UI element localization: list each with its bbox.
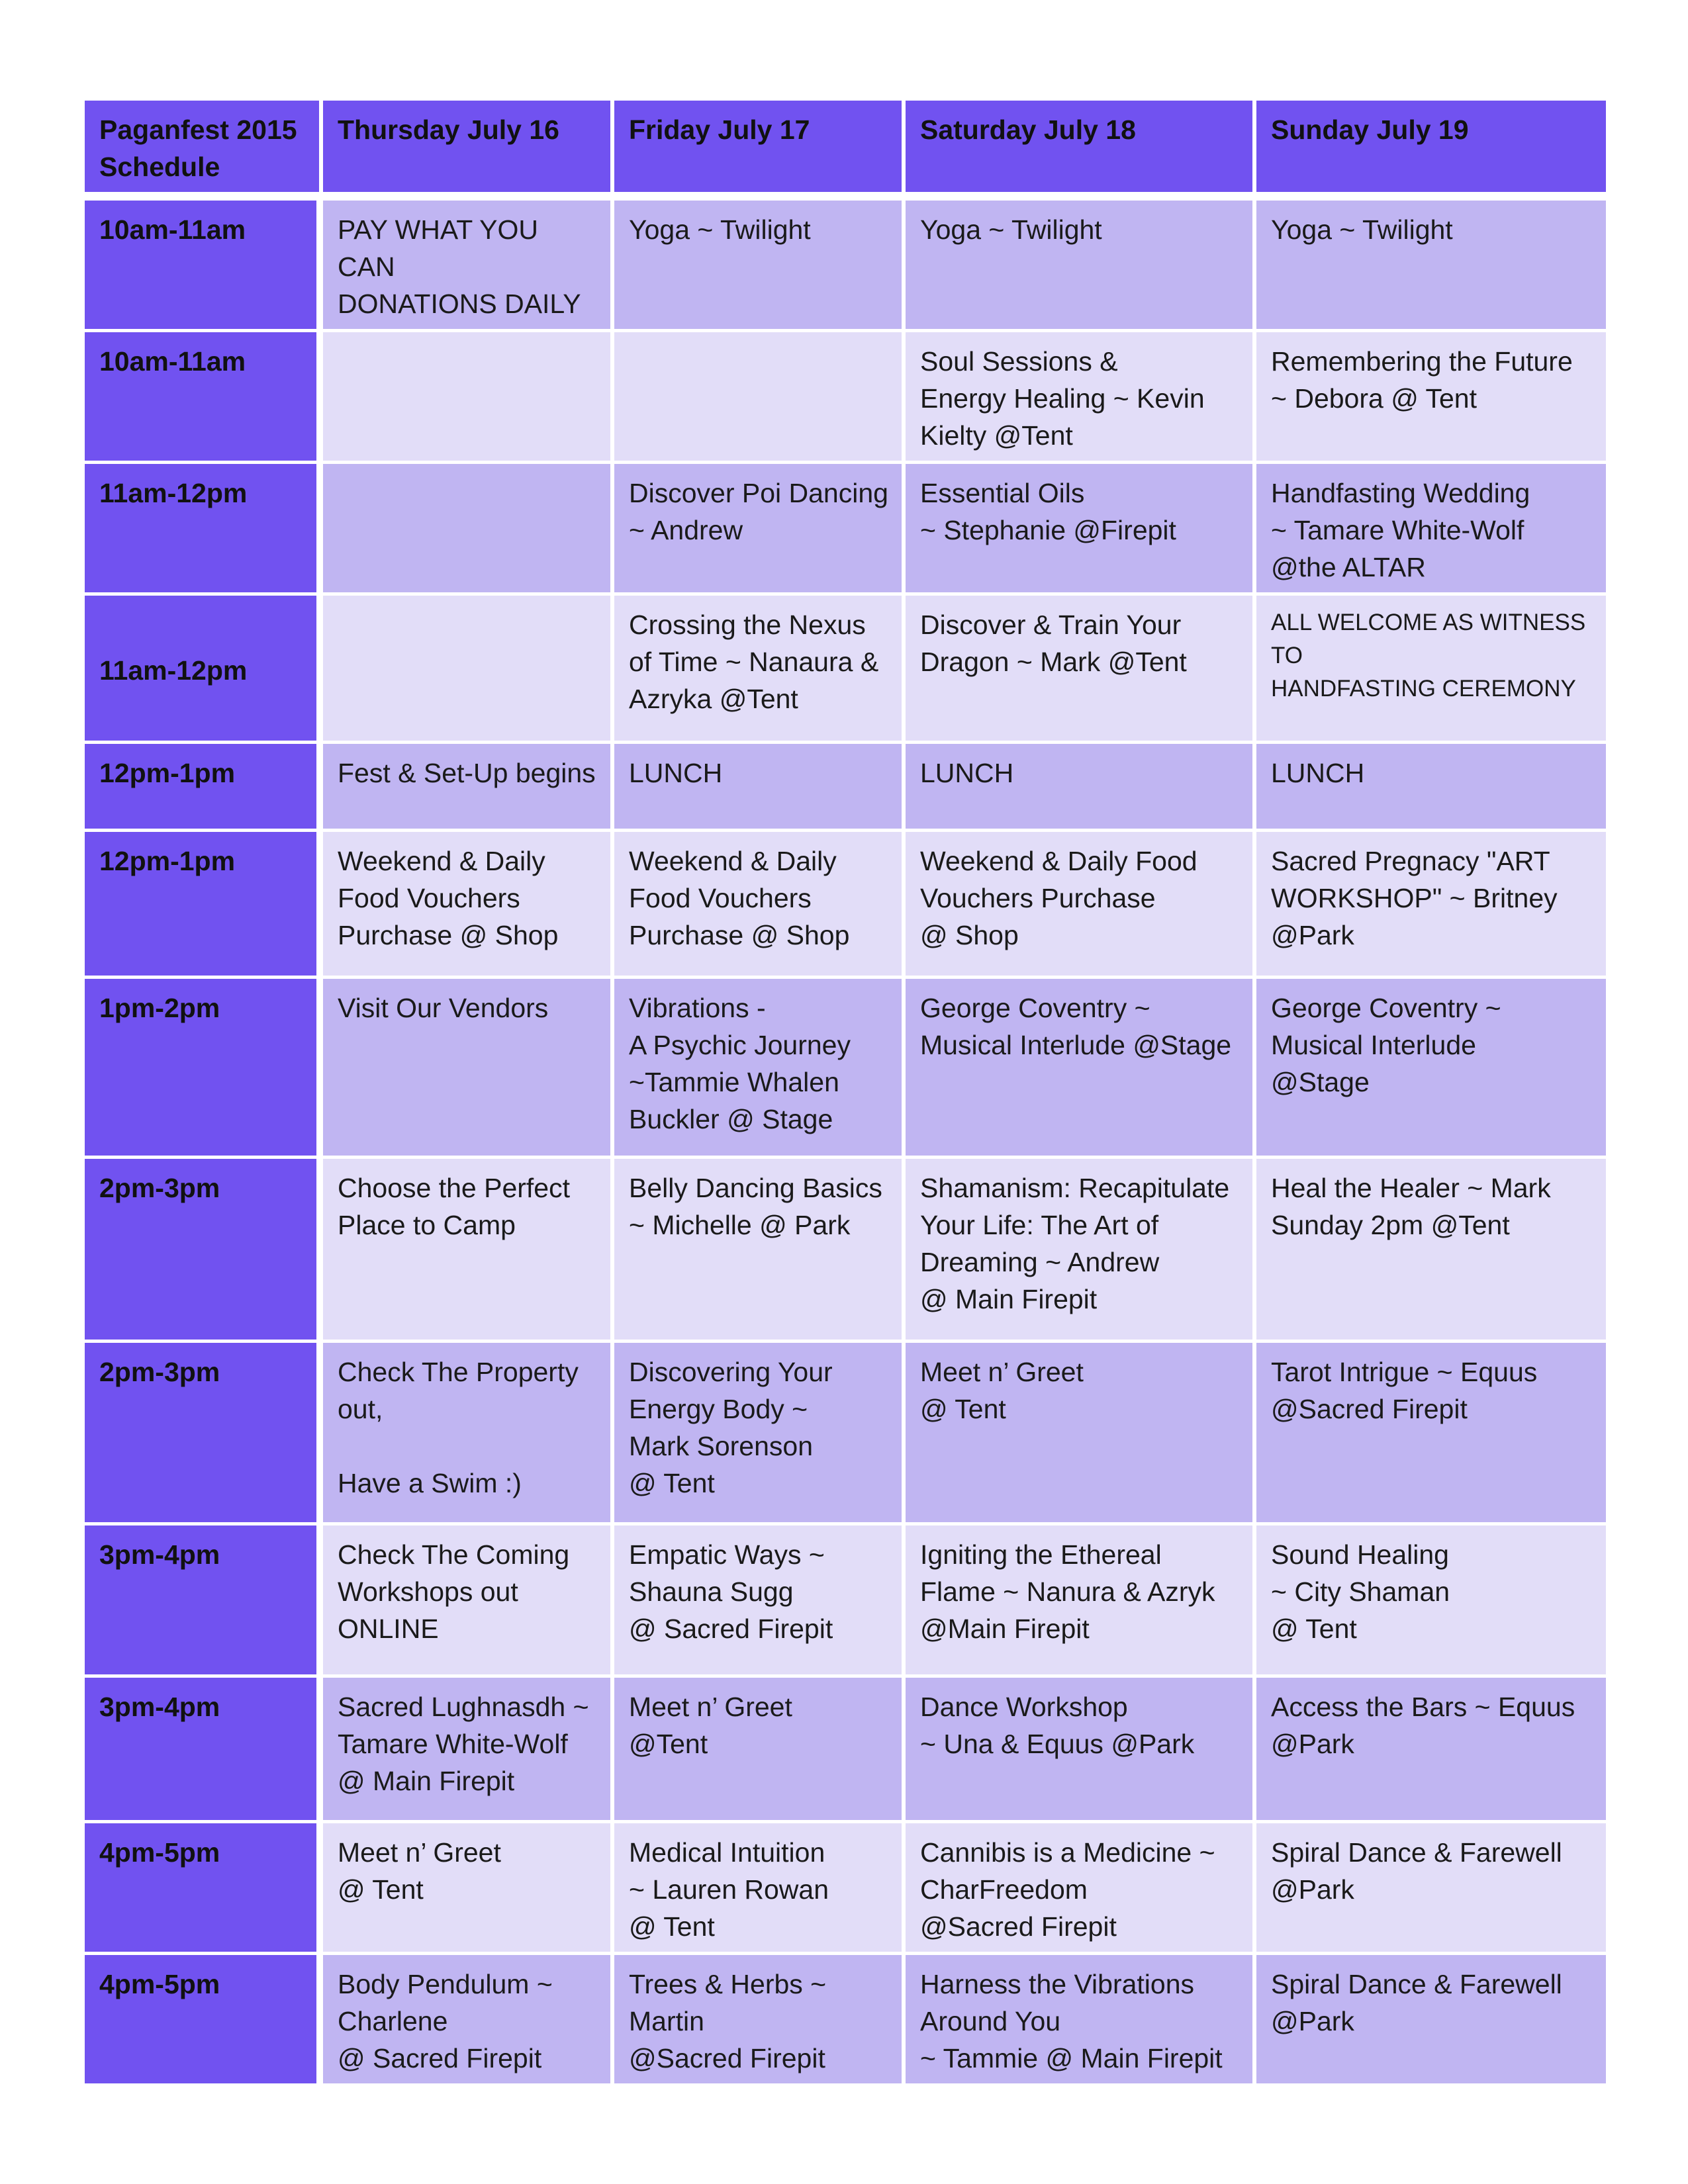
event-cell: LUNCH [614, 744, 906, 832]
event-cell: Weekend & Daily Food Vouchers Purchase @ Shop [614, 832, 906, 979]
event-cell: Discover Poi Dancing ~ Andrew [614, 464, 906, 596]
event-cell: Discover & Train Your Dragon ~ Mark @Tent [906, 596, 1256, 744]
schedule-table [85, 101, 1606, 2083]
event-cell: Crossing the Nexus of Time ~ Nanaura & Azryka @Tent [614, 596, 906, 744]
day-header-sunday: Sunday July 19 [1256, 101, 1606, 201]
table-row [85, 1823, 1606, 1955]
time-slot: 1pm-2pm [85, 979, 323, 1159]
event-cell [614, 332, 906, 464]
event-cell: PAY WHAT YOU CAN DONATIONS DAILY [323, 201, 614, 332]
table-row [85, 1678, 1606, 1823]
table-row [85, 464, 1606, 596]
event-cell: Heal the Healer ~ Mark Sunday 2pm @Tent [1256, 1159, 1606, 1343]
event-cell: Dance Workshop ~ Una & Equus @Park [906, 1678, 1256, 1823]
event-cell: Meet n’ Greet @Tent [614, 1678, 906, 1823]
event-cell: Igniting the Ethereal Flame ~ Nanura & Azryk @Main Firepit [906, 1525, 1256, 1678]
event-cell: ALL WELCOME AS WITNESS TO HANDFASTING CEREMONY [1256, 596, 1606, 744]
event-cell: Weekend & Daily Food Vouchers Purchase @ Shop [906, 832, 1256, 979]
event-cell: Meet n’ Greet @ Tent [906, 1343, 1256, 1525]
time-slot: 10am-11am [85, 201, 323, 332]
event-cell [323, 464, 614, 596]
time-slot: 3pm-4pm [85, 1525, 323, 1678]
event-cell: George Coventry ~ Musical Interlude @Stage [1256, 979, 1606, 1159]
table-row [85, 1343, 1606, 1525]
table-row [85, 979, 1606, 1159]
event-cell: Cannibis is a Medicine ~ CharFreedom @Sacred Firepit [906, 1823, 1256, 1955]
table-row [85, 596, 1606, 744]
day-header-thursday: Thursday July 16 [323, 101, 614, 201]
event-cell: Visit Our Vendors [323, 979, 614, 1159]
table-row [85, 1525, 1606, 1678]
time-slot: 3pm-4pm [85, 1678, 323, 1823]
table-row [85, 832, 1606, 979]
event-cell: Check The Property out, Have a Swim :) [323, 1343, 614, 1525]
event-cell: Check The Coming Workshops out ONLINE [323, 1525, 614, 1678]
event-cell: Yoga ~ Twilight [614, 201, 906, 332]
event-cell: LUNCH [906, 744, 1256, 832]
event-cell: Sacred Lughnasdh ~ Tamare White-Wolf @ Main Firepit [323, 1678, 614, 1823]
time-slot: 2pm-3pm [85, 1343, 323, 1525]
time-slot: 12pm-1pm [85, 744, 323, 832]
event-cell: Empatic Ways ~ Shauna Sugg @ Sacred Firepit [614, 1525, 906, 1678]
event-cell: Handfasting Wedding ~ Tamare White-Wolf @the ALTAR [1256, 464, 1606, 596]
event-cell: Body Pendulum ~ Charlene @ Sacred Firepit [323, 1955, 614, 2083]
day-header-friday: Friday July 17 [614, 101, 906, 201]
table-row [85, 1955, 1606, 2083]
time-slot: 11am-12pm [85, 596, 323, 744]
event-cell: Spiral Dance & Farewell @Park [1256, 1955, 1606, 2083]
event-cell: Spiral Dance & Farewell @Park [1256, 1823, 1606, 1955]
event-cell: Fest & Set-Up begins [323, 744, 614, 832]
event-cell: Shamanism: Recapitulate Your Life: The Art of Dreaming ~ Andrew @ Main Firepit [906, 1159, 1256, 1343]
event-cell: Yoga ~ Twilight [1256, 201, 1606, 332]
day-header-saturday: Saturday July 18 [906, 101, 1256, 201]
time-slot: 11am-12pm [85, 464, 323, 596]
event-cell: Tarot Intrigue ~ Equus @Sacred Firepit [1256, 1343, 1606, 1525]
event-cell: Choose the Perfect Place to Camp [323, 1159, 614, 1343]
time-slot: 2pm-3pm [85, 1159, 323, 1343]
event-cell: Sacred Pregnacy "ART WORKSHOP" ~ Britney @Park [1256, 832, 1606, 979]
time-slot: 4pm-5pm [85, 1955, 323, 2083]
time-slot: 4pm-5pm [85, 1823, 323, 1955]
event-cell: Remembering the Future ~ Debora @ Tent [1256, 332, 1606, 464]
event-cell: Vibrations - A Psychic Journey ~Tammie Whalen Buckler @ Stage [614, 979, 906, 1159]
event-cell: Yoga ~ Twilight [906, 201, 1256, 332]
event-cell: Harness the Vibrations Around You ~ Tammie @ Main Firepit [906, 1955, 1256, 2083]
event-cell: George Coventry ~ Musical Interlude @Stage [906, 979, 1256, 1159]
table-row [85, 744, 1606, 832]
table-row [85, 201, 1606, 332]
time-slot: 12pm-1pm [85, 832, 323, 979]
event-cell [323, 596, 614, 744]
event-cell: Access the Bars ~ Equus @Park [1256, 1678, 1606, 1823]
event-cell: Meet n’ Greet @ Tent [323, 1823, 614, 1955]
header-row [85, 101, 1606, 201]
event-cell: Soul Sessions & Energy Healing ~ Kevin Kielty @Tent [906, 332, 1256, 464]
event-cell: Trees & Herbs ~ Martin @Sacred Firepit [614, 1955, 906, 2083]
event-cell: Weekend & Daily Food Vouchers Purchase @ Shop [323, 832, 614, 979]
schedule-title: Paganfest 2015 Schedule [85, 101, 323, 201]
table-row [85, 332, 1606, 464]
event-cell: Belly Dancing Basics ~ Michelle @ Park [614, 1159, 906, 1343]
event-cell: Medical Intuition ~ Lauren Rowan @ Tent [614, 1823, 906, 1955]
event-cell: Sound Healing ~ City Shaman @ Tent [1256, 1525, 1606, 1678]
event-cell: LUNCH [1256, 744, 1606, 832]
event-cell [323, 332, 614, 464]
event-cell: Discovering Your Energy Body ~ Mark Sorenson @ Tent [614, 1343, 906, 1525]
table-row [85, 1159, 1606, 1343]
event-cell: Essential Oils ~ Stephanie @Firepit [906, 464, 1256, 596]
time-slot: 10am-11am [85, 332, 323, 464]
